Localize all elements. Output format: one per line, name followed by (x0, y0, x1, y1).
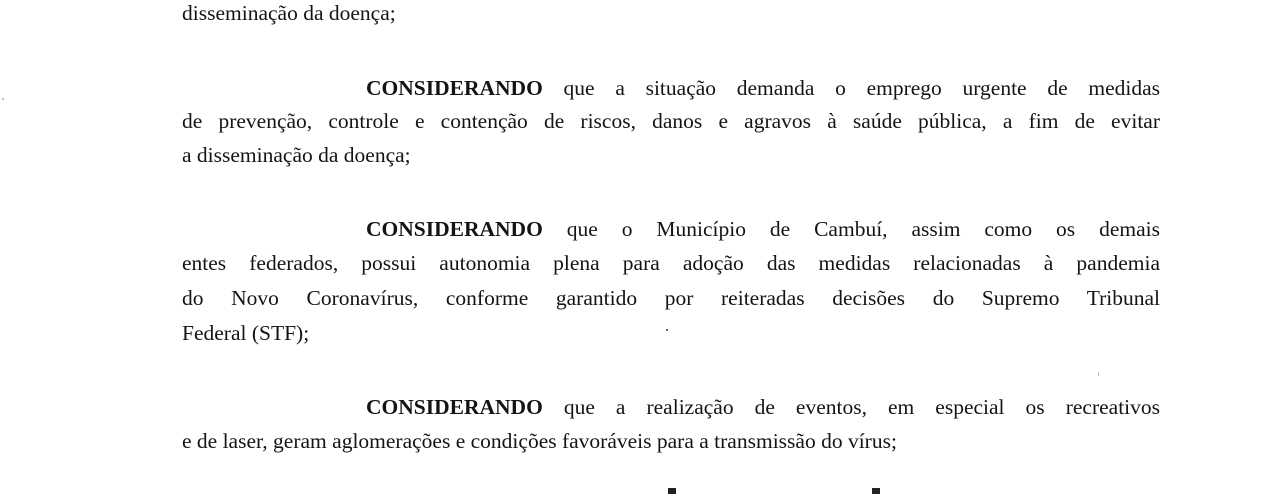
accent-mark (668, 488, 676, 494)
paragraph-2-line-4: Federal (STF); (182, 321, 310, 345)
keyword-considerando: CONSIDERANDO (366, 395, 543, 419)
paragraph-1-line-3: a disseminação da doença; (182, 143, 411, 167)
scan-speck (2, 98, 4, 100)
paragraph-2-line-2: entes federados, possui autonomia plena para adoção das medidas relacionadas à pandemia (182, 251, 1160, 275)
paragraph-1-first-line (366, 75, 1160, 101)
keyword-considerando: CONSIDERANDO (366, 76, 543, 100)
paragraph-3-first-line (366, 394, 1160, 420)
paragraph-1-line-2: de prevenção, controle e contenção de riscos, danos e agravos à saúde pública, a fim de evitar (182, 109, 1160, 133)
paragraph-1-text: que a situação demanda o emprego urgente de medidas (563, 76, 1160, 100)
cut-off-next-line (0, 488, 1280, 500)
scan-speck (666, 329, 668, 331)
paragraph-2-text: que o Município de Cambuí, assim como os demais (566, 217, 1160, 241)
paragraph-2-first-line (366, 216, 1160, 242)
text-line-fragment: disseminação da doença; (182, 1, 396, 25)
scan-speck (1098, 372, 1099, 376)
paragraph-2-line-3: do Novo Coronavírus, conforme garantido por reiteradas decisões do Supremo Tribunal (182, 286, 1160, 310)
keyword-considerando: CONSIDERANDO (366, 217, 543, 241)
paragraph-3-line-2: e de laser, geram aglomerações e condições favoráveis para a transmissão do vírus; (182, 429, 897, 453)
paragraph-3-text: que a realização de eventos, em especial os recreativos (563, 395, 1161, 419)
accent-mark (872, 488, 880, 494)
